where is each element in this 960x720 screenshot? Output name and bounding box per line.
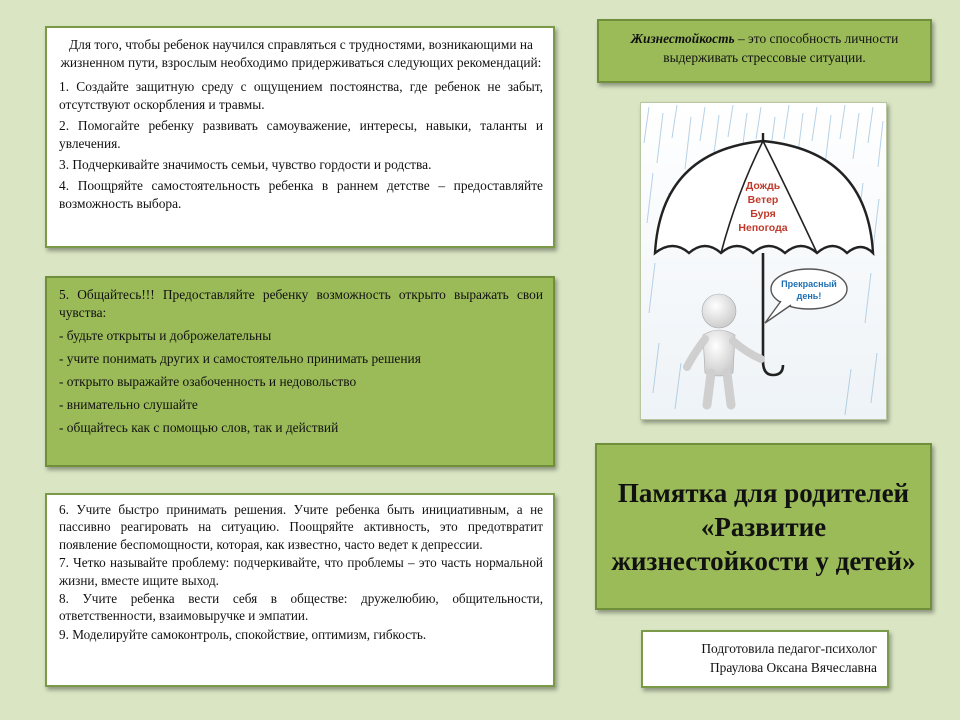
recommendation-item: 7. Четко называйте проблему: подчеркивайте, что проблемы – это часть нормальной жизни, вместе ищите выход. bbox=[59, 555, 543, 588]
umbrella-word: Ветер bbox=[747, 194, 779, 206]
recommendation-item: 4. Поощряйте самостоятельность ребенка в раннем детстве – предоставляйте возможность выбора. bbox=[59, 178, 543, 211]
author-name: Праулова Оксана Вячеславна bbox=[709, 660, 877, 675]
umbrella-word: Буря bbox=[750, 208, 776, 220]
definition-box bbox=[597, 19, 932, 83]
communicate-item: - внимательно слушайте bbox=[59, 397, 198, 412]
recommendation-item: 9. Моделируйте самоконтроль, спокойствие, оптимизм, гибкость. bbox=[59, 626, 427, 642]
recommendations-intro-box bbox=[45, 26, 555, 248]
recommendation-item: 8. Учите ребенка вести себя в обществе: дружелюбию, общительности, ответственности, взаимовыручке и эмпатии. bbox=[59, 591, 543, 624]
umbrella-illustration-svg bbox=[641, 103, 886, 419]
memo-title-box bbox=[595, 443, 932, 610]
recommendation-item: 1. Создайте защитную среду с ощущением постоянства, где ребенок не забыт, отсутствуют оскорбления и травмы. bbox=[59, 79, 543, 112]
memo-title: Памятка для родителей «Развитие жизнестойкости у детей» bbox=[611, 477, 916, 576]
recommendation-item: 2. Помогайте ребенку развивать самоуважение, интересы, навыки, таланты и увлечения. bbox=[59, 118, 543, 151]
author-role: Подготовила педагог-психолог bbox=[701, 641, 877, 656]
decisions-box bbox=[45, 493, 555, 687]
speech-bubble-text: Прекрасный bbox=[781, 279, 837, 289]
author-box bbox=[641, 630, 889, 688]
communicate-item: - общайтесь как с помощью слов, так и действий bbox=[59, 420, 339, 435]
definition-text: – это способность личности выдерживать стрессовые ситуации. bbox=[663, 31, 899, 65]
speech-bubble-text: день! bbox=[796, 291, 822, 301]
definition-term: Жизнестойкость bbox=[630, 31, 735, 46]
intro-lead-text: Для того, чтобы ребенок научился справляться с трудностями, возникающими на жизненном пути, взрослым необходимо придерживаться следующих рекомендаций: bbox=[60, 37, 542, 70]
communicate-item: - открыто выражайте озабоченность и недовольство bbox=[59, 374, 357, 389]
communicate-item: - учите понимать других и самостоятельно принимать решения bbox=[59, 351, 421, 366]
communicate-heading: 5. Общайтесь!!! Предоставляйте ребенку возможность открыто выражать свои чувства: bbox=[59, 287, 543, 320]
umbrella-illustration bbox=[640, 102, 887, 420]
umbrella-word: Непогода bbox=[738, 222, 788, 234]
umbrella-word: Дождь bbox=[745, 180, 781, 192]
communicate-box bbox=[45, 276, 555, 467]
recommendation-item: 6. Учите быстро принимать решения. Учите ребенка быть инициативным, а не пассивно реагировать на ситуацию. Поощряйте активность, это предотвратит появление беспомощности, которая, как известно, часто ведет к депрессии. bbox=[59, 502, 543, 552]
recommendation-item: 3. Подчеркивайте значимость семьи, чувство гордости и родства. bbox=[59, 157, 432, 172]
communicate-item: - будьте открыты и доброжелательны bbox=[59, 328, 272, 343]
